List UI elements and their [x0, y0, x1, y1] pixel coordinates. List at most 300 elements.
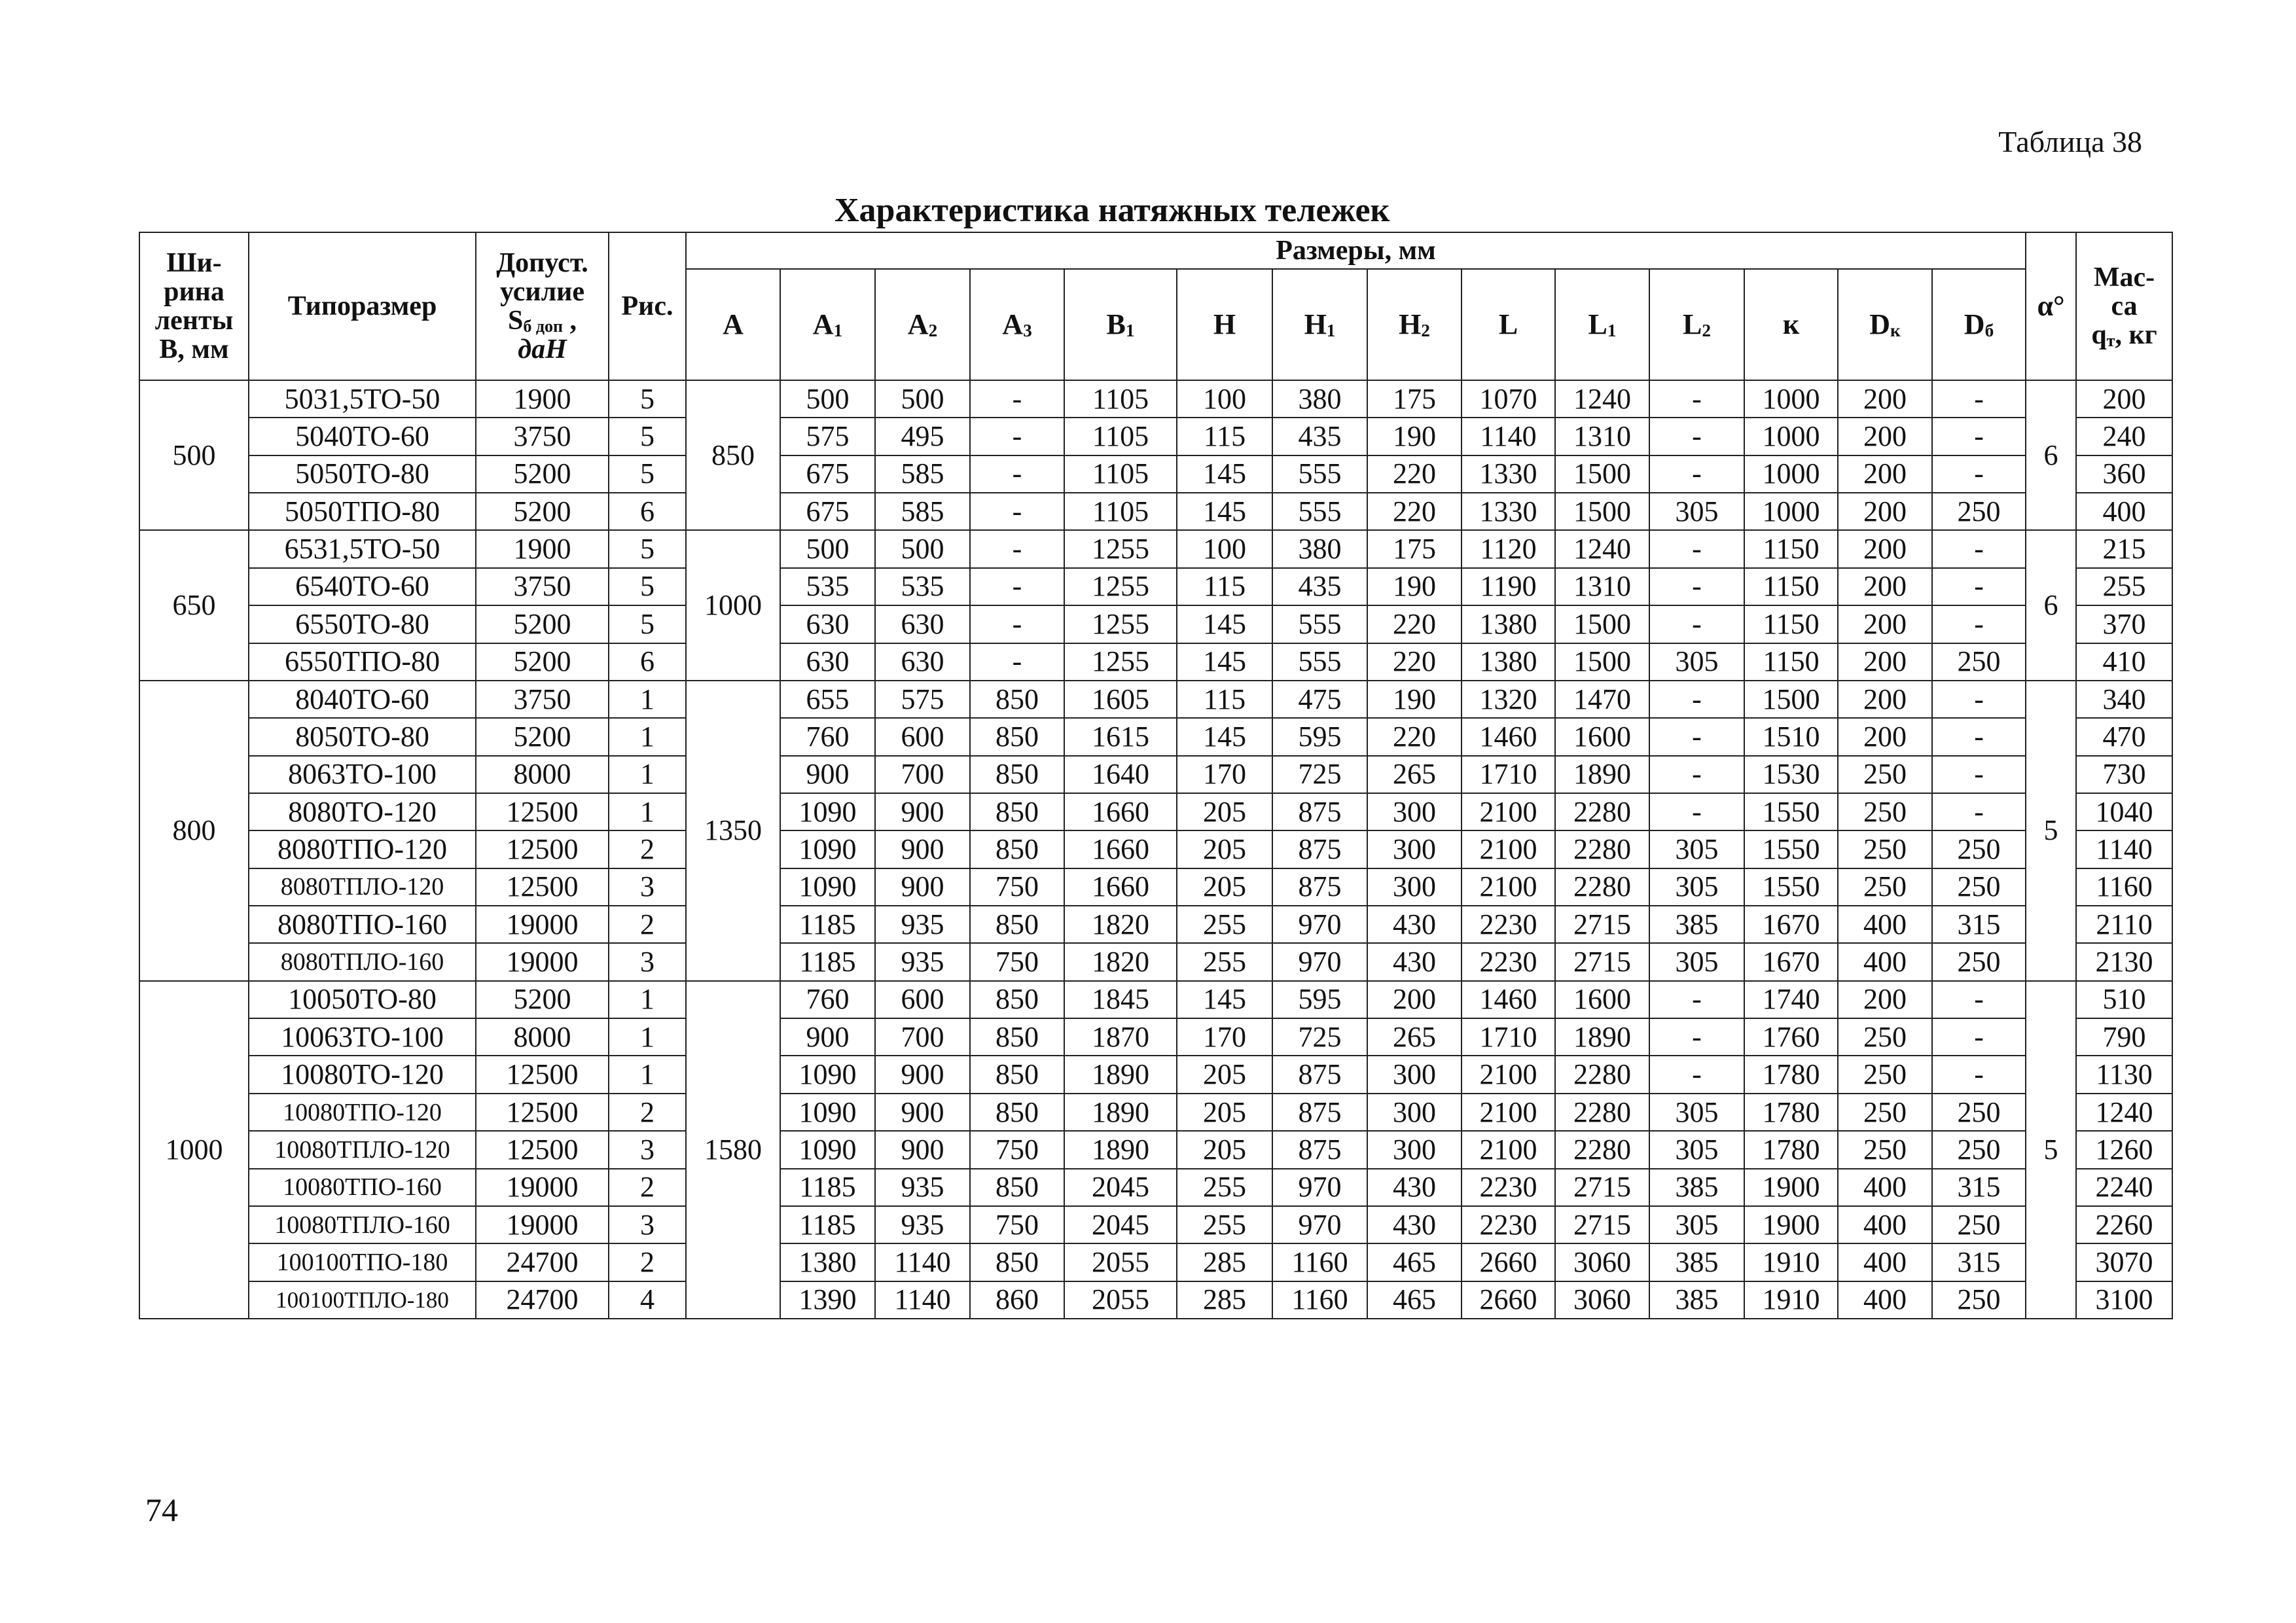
cell-figure: 2	[609, 830, 686, 868]
header-dim: $D_к$	[1838, 269, 1932, 380]
cell-mass: 340	[2076, 681, 2172, 718]
cell-db: 250	[1932, 1131, 2026, 1168]
cell-force: 19000	[476, 1206, 609, 1243]
cell-a2: 1140	[875, 1243, 970, 1281]
table-row	[139, 568, 2172, 605]
cell-l2: 305	[1649, 830, 1744, 868]
cell-a2: 1140	[875, 1281, 970, 1319]
header-dim: $A_3$	[970, 269, 1064, 380]
cell-h: 205	[1177, 868, 1272, 906]
cell-figure: 3	[609, 1131, 686, 1168]
cell-a3: -	[970, 493, 1064, 530]
cell-k: 1900	[1744, 1169, 1838, 1206]
cell-l: 2230	[1462, 906, 1555, 943]
page-number: 74	[145, 1491, 178, 1528]
cell-h1: 555	[1272, 643, 1367, 681]
cell-a3: 850	[970, 1056, 1064, 1093]
cell-h2: 200	[1367, 981, 1462, 1018]
cell-l2: -	[1649, 793, 1744, 830]
cell-l2: -	[1649, 455, 1744, 493]
cell-a3: -	[970, 643, 1064, 681]
cell-b1: 1255	[1064, 530, 1177, 567]
cell-mass: 200	[2076, 380, 2172, 418]
cell-type: 8080ТПЛО-120	[249, 868, 476, 906]
cell-a2: 575	[875, 681, 970, 718]
table-row	[139, 1281, 2172, 1319]
cell-type: 8080ТПО-120	[249, 830, 476, 868]
cell-mass: 215	[2076, 530, 2172, 567]
cell-a2: 935	[875, 943, 970, 980]
header-dim: $L_2$	[1649, 269, 1744, 380]
cell-force: 24700	[476, 1281, 609, 1319]
table-row	[139, 1131, 2172, 1168]
cell-l: 1710	[1462, 756, 1555, 793]
cell-h: 115	[1177, 568, 1272, 605]
cell-a1: 1185	[780, 906, 875, 943]
cell-k: 1150	[1744, 568, 1838, 605]
cell-a2: 500	[875, 530, 970, 567]
cell-type: 6540ТО-60	[249, 568, 476, 605]
cell-figure: 1	[609, 681, 686, 718]
cell-figure: 5	[609, 380, 686, 418]
cell-k: 1150	[1744, 530, 1838, 567]
cell-a: 850	[686, 380, 780, 530]
cell-figure: 1	[609, 756, 686, 793]
table-row	[139, 830, 2172, 868]
cell-k: 1000	[1744, 493, 1838, 530]
cell-a2: 900	[875, 1056, 970, 1093]
cell-l2: -	[1649, 1056, 1744, 1093]
cell-a3: 850	[970, 681, 1064, 718]
cell-a3: -	[970, 568, 1064, 605]
cell-a3: 750	[970, 943, 1064, 980]
cell-l2: 305	[1649, 493, 1744, 530]
cell-h1: 875	[1272, 830, 1367, 868]
cell-figure: 5	[609, 605, 686, 643]
cell-l1: 2715	[1555, 1169, 1649, 1206]
cell-figure: 5	[609, 455, 686, 493]
cell-h2: 220	[1367, 643, 1462, 681]
cell-a2: 535	[875, 568, 970, 605]
cell-dk: 200	[1838, 418, 1932, 455]
cell-h2: 430	[1367, 906, 1462, 943]
cell-h: 145	[1177, 718, 1272, 755]
cell-l2: 305	[1649, 943, 1744, 980]
cell-a3: 850	[970, 1169, 1064, 1206]
cell-a2: 495	[875, 418, 970, 455]
cell-dk: 200	[1838, 530, 1932, 567]
cell-a2: 630	[875, 605, 970, 643]
cell-h1: 1160	[1272, 1281, 1367, 1319]
cell-b1: 1105	[1064, 455, 1177, 493]
cell-a1: 1185	[780, 1206, 875, 1243]
cell-a2: 900	[875, 1094, 970, 1131]
cell-a2: 900	[875, 793, 970, 830]
cell-l2: -	[1649, 981, 1744, 1018]
table-row	[139, 1206, 2172, 1243]
cell-type: 8050ТО-80	[249, 718, 476, 755]
cell-figure: 2	[609, 906, 686, 943]
cell-h: 255	[1177, 1169, 1272, 1206]
cell-l: 1190	[1462, 568, 1555, 605]
cell-a3: 850	[970, 718, 1064, 755]
cell-mass: 255	[2076, 568, 2172, 605]
cell-l: 1380	[1462, 643, 1555, 681]
cell-dk: 200	[1838, 981, 1932, 1018]
cell-a1: 760	[780, 981, 875, 1018]
cell-type: 8080ТПО-160	[249, 906, 476, 943]
cell-dk: 250	[1838, 756, 1932, 793]
cell-figure: 6	[609, 493, 686, 530]
cell-dk: 200	[1838, 605, 1932, 643]
cell-db: -	[1932, 1018, 2026, 1056]
cell-force: 5200	[476, 643, 609, 681]
cell-l1: 1240	[1555, 380, 1649, 418]
cell-a3: 750	[970, 1131, 1064, 1168]
cell-force: 12500	[476, 793, 609, 830]
cell-h2: 220	[1367, 455, 1462, 493]
cell-k: 1910	[1744, 1281, 1838, 1319]
header-dim: $L_1$	[1555, 269, 1649, 380]
cell-a3: 750	[970, 868, 1064, 906]
cell-b1: 1105	[1064, 418, 1177, 455]
cell-a2: 935	[875, 1169, 970, 1206]
table-title: Характеристика натяжных тележек	[834, 192, 1390, 229]
cell-h1: 435	[1272, 568, 1367, 605]
cell-h: 100	[1177, 530, 1272, 567]
cell-type: 5031,5ТО-50	[249, 380, 476, 418]
cell-a3: -	[970, 380, 1064, 418]
table-row	[139, 643, 2172, 681]
cell-mass: 370	[2076, 605, 2172, 643]
cell-b1: 1640	[1064, 756, 1177, 793]
cell-b1: 1255	[1064, 643, 1177, 681]
cell-mass: 1240	[2076, 1094, 2172, 1131]
cell-h1: 595	[1272, 718, 1367, 755]
cell-a1: 1390	[780, 1281, 875, 1319]
cell-type: 6531,5ТО-50	[249, 530, 476, 567]
cell-figure: 5	[609, 530, 686, 567]
cell-l: 1330	[1462, 493, 1555, 530]
cell-force: 12500	[476, 1131, 609, 1168]
cell-type: 10080ТПЛО-120	[249, 1131, 476, 1168]
cell-h: 170	[1177, 1018, 1272, 1056]
cell-h2: 465	[1367, 1281, 1462, 1319]
cell-b1: 2045	[1064, 1206, 1177, 1243]
cell-force: 19000	[476, 943, 609, 980]
cell-h1: 875	[1272, 1056, 1367, 1093]
cell-l1: 2280	[1555, 830, 1649, 868]
cell-force: 8000	[476, 1018, 609, 1056]
cell-db: -	[1932, 981, 2026, 1018]
cell-db: -	[1932, 793, 2026, 830]
cell-l1: 1310	[1555, 418, 1649, 455]
cell-b1: 1605	[1064, 681, 1177, 718]
cell-a2: 900	[875, 1131, 970, 1168]
cell-a3: 850	[970, 906, 1064, 943]
cell-b1: 2055	[1064, 1243, 1177, 1281]
header-dim: $H_1$	[1272, 269, 1367, 380]
cell-b1: 1870	[1064, 1018, 1177, 1056]
table-row	[139, 681, 2172, 718]
cell-force: 1900	[476, 530, 609, 567]
cell-a1: 1090	[780, 793, 875, 830]
cell-h1: 970	[1272, 943, 1367, 980]
cell-force: 12500	[476, 1094, 609, 1131]
cell-dk: 250	[1838, 1056, 1932, 1093]
cell-db: -	[1932, 718, 2026, 755]
cell-h: 145	[1177, 605, 1272, 643]
cell-a1: 675	[780, 455, 875, 493]
cell-a2: 585	[875, 493, 970, 530]
cell-type: 5050ТО-80	[249, 455, 476, 493]
cell-mass: 1040	[2076, 793, 2172, 830]
table-row	[139, 756, 2172, 793]
cell-force: 5200	[476, 493, 609, 530]
cell-b1: 1820	[1064, 943, 1177, 980]
cell-h2: 300	[1367, 868, 1462, 906]
cell-force: 12500	[476, 868, 609, 906]
cell-type: 6550ТПО-80	[249, 643, 476, 681]
cell-db: -	[1932, 681, 2026, 718]
cell-a3: 850	[970, 1243, 1064, 1281]
cell-h: 145	[1177, 493, 1272, 530]
cell-db: -	[1932, 756, 2026, 793]
table-row	[139, 605, 2172, 643]
cell-figure: 2	[609, 1169, 686, 1206]
cell-figure: 5	[609, 568, 686, 605]
cell-b1: 1890	[1064, 1094, 1177, 1131]
cell-h2: 300	[1367, 793, 1462, 830]
cell-force: 3750	[476, 568, 609, 605]
cell-mass: 360	[2076, 455, 2172, 493]
cell-h1: 555	[1272, 493, 1367, 530]
cell-a2: 900	[875, 830, 970, 868]
cell-a3: 850	[970, 981, 1064, 1018]
cell-h1: 970	[1272, 1169, 1367, 1206]
cell-h2: 430	[1367, 1169, 1462, 1206]
cell-k: 1150	[1744, 643, 1838, 681]
cell-b1: 2055	[1064, 1281, 1177, 1319]
cell-figure: 3	[609, 1206, 686, 1243]
cell-h: 205	[1177, 830, 1272, 868]
cell-db: 250	[1932, 1094, 2026, 1131]
cell-h1: 435	[1272, 418, 1367, 455]
table-row	[139, 380, 2172, 418]
cell-db: -	[1932, 1056, 2026, 1093]
table-row	[139, 530, 2172, 567]
cell-h2: 220	[1367, 605, 1462, 643]
cell-a1: 900	[780, 1018, 875, 1056]
cell-h: 255	[1177, 906, 1272, 943]
cell-mass: 400	[2076, 493, 2172, 530]
cell-l: 2230	[1462, 1169, 1555, 1206]
cell-l: 2100	[1462, 868, 1555, 906]
cell-k: 1740	[1744, 981, 1838, 1018]
cell-dk: 200	[1838, 643, 1932, 681]
cell-b1: 1890	[1064, 1131, 1177, 1168]
cell-force: 5200	[476, 718, 609, 755]
cell-a3: -	[970, 455, 1064, 493]
cell-k: 1530	[1744, 756, 1838, 793]
cell-force: 1900	[476, 380, 609, 418]
cell-alpha: 6	[2026, 530, 2076, 680]
table-row	[139, 1094, 2172, 1131]
cell-mass: 2240	[2076, 1169, 2172, 1206]
cell-mass: 2260	[2076, 1206, 2172, 1243]
table-row	[139, 906, 2172, 943]
cell-l1: 3060	[1555, 1243, 1649, 1281]
cell-l: 1460	[1462, 981, 1555, 1018]
table-row	[139, 455, 2172, 493]
cell-db: -	[1932, 418, 2026, 455]
cell-l: 2660	[1462, 1281, 1555, 1319]
cell-type: 10063ТО-100	[249, 1018, 476, 1056]
header-belt-width: Ши- рина ленты В, мм	[139, 232, 249, 380]
header-dim: $B_1$	[1064, 269, 1177, 380]
cell-a2: 700	[875, 1018, 970, 1056]
cell-db: 250	[1932, 643, 2026, 681]
cell-a3: 850	[970, 756, 1064, 793]
cell-figure: 4	[609, 1281, 686, 1319]
cell-h1: 1160	[1272, 1243, 1367, 1281]
cell-type: 100100ТПЛО-180	[249, 1281, 476, 1319]
cell-h: 145	[1177, 455, 1272, 493]
cell-dk: 250	[1838, 1018, 1932, 1056]
cell-k: 1760	[1744, 1018, 1838, 1056]
cell-a1: 500	[780, 530, 875, 567]
tension-carriage-table	[139, 232, 2173, 1319]
cell-k: 1000	[1744, 380, 1838, 418]
cell-k: 1510	[1744, 718, 1838, 755]
cell-figure: 1	[609, 981, 686, 1018]
cell-l2: -	[1649, 605, 1744, 643]
cell-a1: 1090	[780, 1094, 875, 1131]
cell-l1: 1500	[1555, 643, 1649, 681]
cell-mass: 2110	[2076, 906, 2172, 943]
cell-l2: 385	[1649, 1169, 1744, 1206]
cell-dk: 200	[1838, 493, 1932, 530]
cell-mass: 1130	[2076, 1056, 2172, 1093]
cell-db: -	[1932, 568, 2026, 605]
cell-h2: 265	[1367, 1018, 1462, 1056]
cell-l2: -	[1649, 380, 1744, 418]
cell-k: 1500	[1744, 681, 1838, 718]
table-row	[139, 868, 2172, 906]
cell-h1: 380	[1272, 380, 1367, 418]
cell-l: 2100	[1462, 793, 1555, 830]
cell-dk: 250	[1838, 868, 1932, 906]
cell-h1: 970	[1272, 906, 1367, 943]
cell-h2: 300	[1367, 1094, 1462, 1131]
cell-h: 100	[1177, 380, 1272, 418]
cell-mass: 790	[2076, 1018, 2172, 1056]
cell-type: 6550ТО-80	[249, 605, 476, 643]
cell-h: 145	[1177, 643, 1272, 681]
header-sizes: Размеры, мм	[686, 232, 2026, 269]
cell-a1: 1185	[780, 1169, 875, 1206]
cell-l1: 2280	[1555, 868, 1649, 906]
cell-a2: 585	[875, 455, 970, 493]
cell-h1: 555	[1272, 605, 1367, 643]
cell-l2: -	[1649, 681, 1744, 718]
cell-k: 1000	[1744, 455, 1838, 493]
cell-a2: 935	[875, 1206, 970, 1243]
cell-mass: 3100	[2076, 1281, 2172, 1319]
cell-h2: 430	[1367, 1206, 1462, 1243]
cell-k: 1910	[1744, 1243, 1838, 1281]
table-row	[139, 981, 2172, 1018]
table-row	[139, 418, 2172, 455]
cell-type: 10080ТО-120	[249, 1056, 476, 1093]
cell-b1: 2045	[1064, 1169, 1177, 1206]
cell-a1: 1090	[780, 868, 875, 906]
cell-l1: 1500	[1555, 493, 1649, 530]
cell-dk: 200	[1838, 568, 1932, 605]
cell-force: 5200	[476, 981, 609, 1018]
table-row	[139, 1056, 2172, 1093]
cell-h2: 220	[1367, 493, 1462, 530]
cell-a3: 850	[970, 830, 1064, 868]
cell-type: 10080ТПЛО-160	[249, 1206, 476, 1243]
cell-type: 10080ТПО-160	[249, 1169, 476, 1206]
cell-a1: 675	[780, 493, 875, 530]
cell-l: 1710	[1462, 1018, 1555, 1056]
header-dim: к	[1744, 269, 1838, 380]
cell-force: 12500	[476, 1056, 609, 1093]
cell-h1: 595	[1272, 981, 1367, 1018]
cell-type: 100100ТПО-180	[249, 1243, 476, 1281]
table-row	[139, 1018, 2172, 1056]
cell-mass: 410	[2076, 643, 2172, 681]
header-alpha: α°	[2026, 232, 2076, 380]
cell-alpha: 6	[2026, 380, 2076, 530]
cell-l: 2100	[1462, 1131, 1555, 1168]
cell-l1: 2280	[1555, 1056, 1649, 1093]
cell-dk: 400	[1838, 943, 1932, 980]
cell-h2: 300	[1367, 1056, 1462, 1093]
cell-dk: 250	[1838, 1094, 1932, 1131]
cell-h2: 300	[1367, 830, 1462, 868]
cell-h1: 475	[1272, 681, 1367, 718]
cell-a3: 750	[970, 1206, 1064, 1243]
cell-force: 5200	[476, 455, 609, 493]
cell-a1: 1090	[780, 830, 875, 868]
cell-h1: 725	[1272, 1018, 1367, 1056]
cell-l1: 1310	[1555, 568, 1649, 605]
cell-mass: 2130	[2076, 943, 2172, 980]
table-row	[139, 718, 2172, 755]
cell-h: 115	[1177, 681, 1272, 718]
cell-l2: 305	[1649, 1094, 1744, 1131]
cell-figure: 1	[609, 1018, 686, 1056]
cell-a1: 1090	[780, 1131, 875, 1168]
cell-figure: 3	[609, 868, 686, 906]
cell-force: 3750	[476, 681, 609, 718]
cell-h: 285	[1177, 1243, 1272, 1281]
cell-belt-width: 500	[139, 380, 249, 530]
cell-db: 250	[1932, 868, 2026, 906]
table-row	[139, 1169, 2172, 1206]
cell-db: 250	[1932, 1206, 2026, 1243]
cell-dk: 250	[1838, 793, 1932, 830]
cell-force: 5200	[476, 605, 609, 643]
cell-k: 1000	[1744, 418, 1838, 455]
header-dim: $H_2$	[1367, 269, 1462, 380]
cell-dk: 400	[1838, 1206, 1932, 1243]
table-row	[139, 493, 2172, 530]
cell-a1: 900	[780, 756, 875, 793]
